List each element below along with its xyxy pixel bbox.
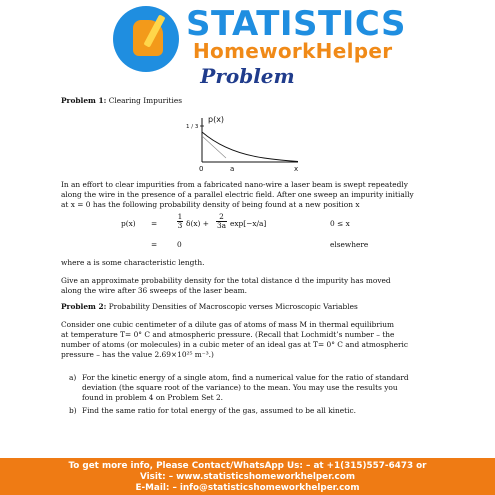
figure-ytick: 1 / 3 [186,124,199,130]
text-line: along the wire after 36 sweeps of the laser beam. [61,286,247,295]
problem2-para [61,320,441,360]
page-title: Problem [200,64,295,88]
problem2-label: Problem 2: [61,302,107,311]
eq-lhs: p(x) [121,219,136,228]
item-a-label: a) [69,373,77,382]
eq-equals-1: = [151,219,158,228]
tangent-line [202,136,226,158]
problem1-label: Problem 1: [61,96,107,105]
eq-frac2-num: 2 [216,213,227,222]
eq-frac1-num: 1 [177,212,183,221]
eq-frac2-den: 3a [216,221,227,230]
text-line: deviation (the square root of the variance) to the mean. You may use the results you [82,383,398,392]
problem1-para1 [61,180,441,210]
eq-exp-term: exp[−x/a] [230,219,267,228]
problem1-name: Clearing Impurities [108,96,183,105]
brand-subtitle: HomeworkHelper [193,39,393,63]
text-line: Give an approximate probability density for the total distance d the impurity has moved [61,276,391,285]
problem2-heading [61,302,441,312]
text-line: For the kinetic energy of a single atom, find a numerical value for the ratio of standard [82,373,409,382]
site-header [0,0,495,70]
text-line: along the wire in the presence of a parallel electric field. After one sweep an impurity initially [61,190,414,199]
brand-title: STATISTICS [186,4,406,44]
problem2-name: Probability Densities of Macroscopic verses Microscopic Variables [108,302,358,311]
eq-equals-2: = [151,240,158,249]
problem1-para2 [61,276,441,296]
density-curve [202,132,298,161]
figure-xlabel: x [294,165,299,172]
problem1-heading [61,96,441,106]
eq-condition-1: 0 ≤ x [330,219,350,228]
text-line: at temperature T= 0° C and atmospheric pressure. (Recall that Lochmidt’s number – the [61,330,395,339]
text-line: found in problem 4 on Problem Set 2. [82,393,223,402]
figure-ylabel: p(x) [208,115,225,124]
problem1-where: where a is some characteristic length. [61,258,205,267]
footer-email-link[interactable]: E-Mail: – info@statisticshomeworkhelper.com [135,483,360,493]
item-b-text: Find the same ratio for total energy of the gas, assumed to be all kinetic. [82,406,356,415]
eq-zero: 0 [177,240,182,249]
item-a-text [82,373,442,403]
text-line: number of atoms (or molecules) in a cubic meter of an ideal gas at T= 0° C and atmospheric [61,340,409,349]
text-line: In an effort to clear impurities from a fabricated nano-wire a laser beam is swept repeatedly [61,180,408,189]
eq-condition-2: elsewhere [330,240,369,249]
text-line: Consider one cubic centimeter of a dilute gas of atoms of mass M in thermal equilibrium [61,320,395,329]
footer-website-link[interactable]: Visit: – www.statisticshomeworkhelper.com [140,472,355,482]
logo-icon [113,6,179,72]
figure-a-mark: a [230,165,235,172]
text-line: pressure – has the value 2.69×10²⁵ m⁻³.) [61,350,214,359]
text-line: at x = 0 has the following probability density of being found at a new position x [61,200,360,209]
eq-delta-term: δ(x) + [186,219,209,228]
item-b-label: b) [69,406,77,415]
contact-footer [0,458,495,495]
figure-origin: 0 [199,165,204,172]
density-figure [186,114,316,172]
eq-frac1-den: 3 [177,221,183,230]
footer-contact-line: To get more info, Please Contact/WhatsApp Us: – at +1(315)557-6473 or [68,461,427,471]
